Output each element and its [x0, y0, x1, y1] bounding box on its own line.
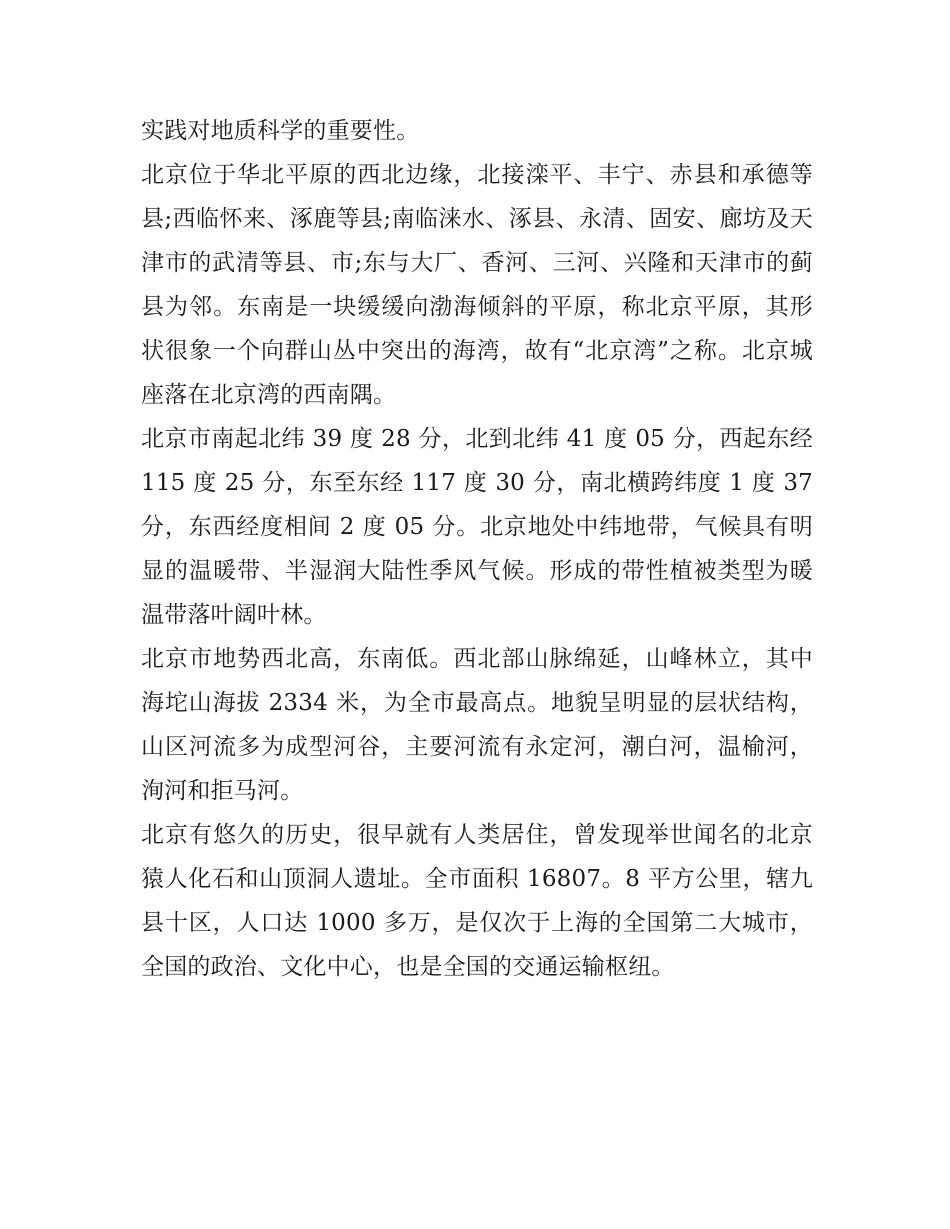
paragraph-history: 北京有悠久的历史，很早就有人类居住，曾发现举世闻名的北京猿人化石和山顶洞人遗址。全市面积 16807。8 平方公里，辖九县十区，人口达 1000 多万，是仅次于上海的全国第二大城市，全国的政治、文化中心，也是全国的交通运输枢纽。 [141, 822, 813, 980]
document-body [141, 109, 813, 989]
paragraph-intro-fragment: 实践对地质科学的重要性。 [141, 118, 420, 144]
paragraph-location: 北京位于华北平原的西北边缘，北接滦平、丰宁、赤县和承德等县;西临怀来、涿鹿等县;南临涞水、涿县、永清、固安、廊坊及天津市的武清等县、市;东与大厂、香河、三河、兴隆和天津市的蓟县为邻。东南是一块缓缓向渤海倾斜的平原，称北京平原，其形状很象一个向群山丛中突出的海湾，故有“北京湾”之称。北京城座落在北京湾的西南隅。 [141, 162, 813, 408]
paragraph-coordinates-climate: 北京市南起北纬 39 度 28 分，北到北纬 41 度 05 分，西起东经 115 度 25 分，东至东经 117 度 30 分，南北横跨纬度 1 度 37 分，东西经度相间 2 度 05 分。北京地处中纬地带，气候具有明显的温暖带、半湿润大陆性季风气候。形成的带性植被类型为暖温带落叶阔叶林。 [141, 426, 813, 628]
paragraph-terrain: 北京市地势西北高，东南低。西北部山脉绵延，山峰林立，其中海坨山海拔 2334 米，为全市最高点。地貌呈明显的层状结构，山区河流多为成型河谷，主要河流有永定河，潮白河，温榆河，洵河和拒马河。 [141, 646, 813, 804]
